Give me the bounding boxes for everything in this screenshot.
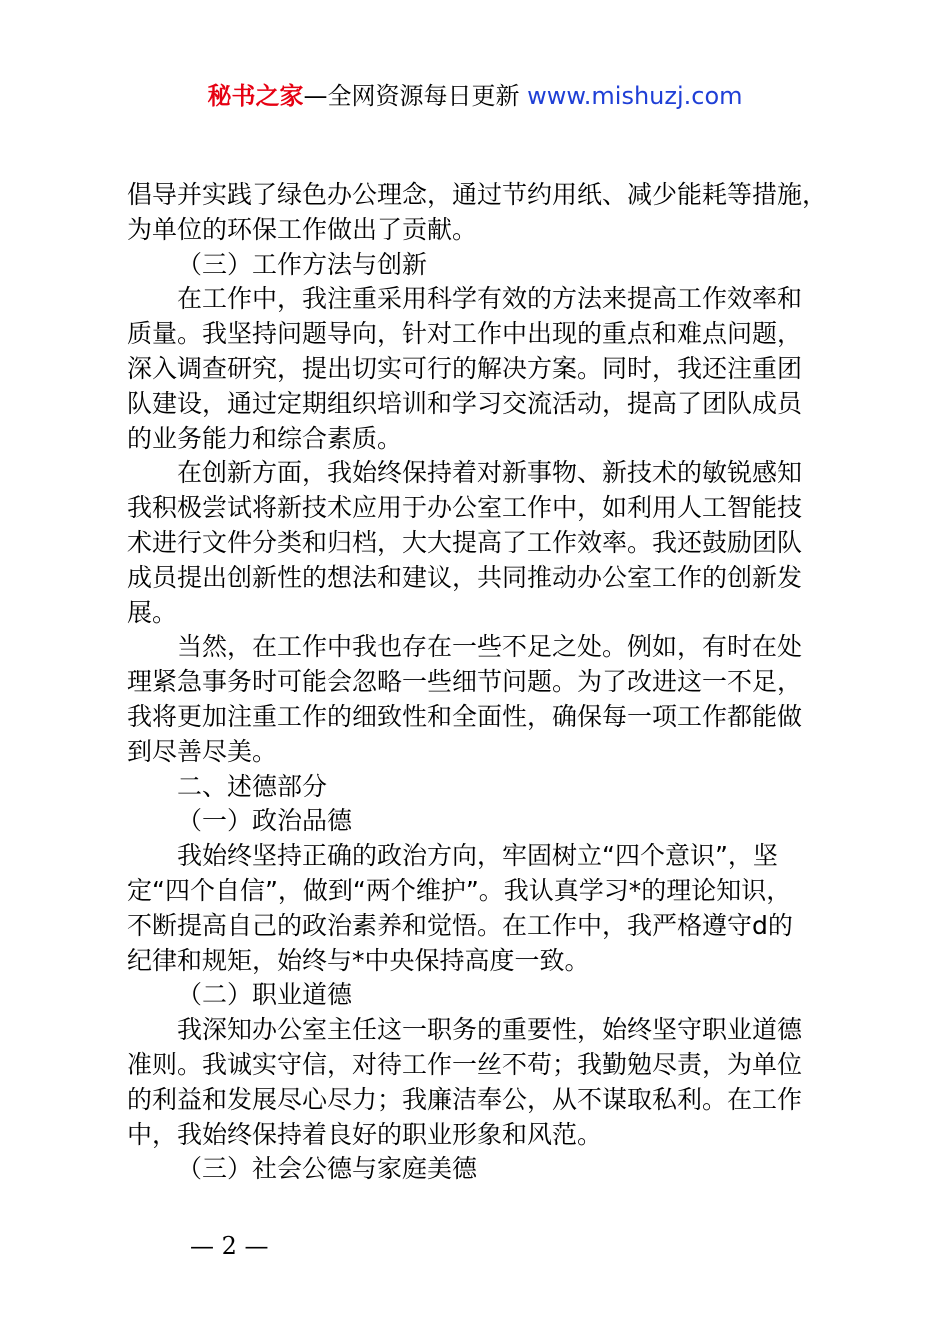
text-line: （二）职业道德 [177, 980, 353, 1010]
text-line: 当然，在工作中我也存在一些不足之处。例如，有时在处 [177, 632, 803, 662]
text-line: （三）工作方法与创新 [177, 249, 428, 279]
text-line: 深入调查研究，提出切实可行的解决方案。同时，我还注重团 [127, 353, 803, 383]
text-line: 我积极尝试将新技术应用于办公室工作中，如利用人工智能技 [127, 493, 803, 523]
text-line: 在创新方面，我始终保持着对新事物、新技术的敏锐感知 [177, 458, 803, 488]
text-line: （三）社会公德与家庭美德 [177, 1154, 478, 1184]
text-line: 纪律和规矩，始终与*中央保持高度一致。 [127, 945, 590, 975]
text-line: 我深知办公室主任这一职务的重要性，始终坚守职业道德 [177, 1015, 803, 1045]
site-tagline: —全网资源每日更新 [303, 82, 520, 110]
text-line: 定“四个自信”，做到“两个维护”。我认真学习*的理论知识， [127, 875, 792, 905]
text-line: 的利益和发展尽心尽力；我廉洁奉公，从不谋取私利。在工作 [127, 1084, 803, 1114]
text-line: 到尽善尽美。 [127, 736, 278, 766]
text-line: 的业务能力和综合素质。 [127, 423, 403, 453]
page-number: — 2 — [190, 1232, 269, 1260]
text-line: 倡导并实践了绿色办公理念，通过节约用纸、减少能耗等措施， [127, 180, 828, 209]
text-line: 质量。我坚持问题导向，针对工作中出现的重点和难点问题， [127, 319, 803, 349]
site-brand: 秘书之家 [207, 82, 304, 110]
text-line: 展。 [127, 597, 178, 627]
text-line: 术进行文件分类和归档，大大提高了工作效率。我还鼓励团队 [127, 527, 803, 557]
text-line: 为单位的环保工作做出了贡献。 [127, 214, 478, 244]
text-line: 中，我始终保持着良好的职业形象和风范。 [127, 1119, 603, 1149]
text-line: 队建设，通过定期组织培训和学习交流活动，提高了团队成员 [127, 388, 803, 418]
document-body [127, 178, 837, 1187]
text-line: 不断提高自己的政治素养和觉悟。在工作中，我严格遵守d的 [127, 910, 793, 940]
text-line: 准则。我诚实守信，对待工作一丝不苟；我勤勉尽责，为单位 [127, 1049, 803, 1079]
text-line: 我将更加注重工作的细致性和全面性，确保每一项工作都能做 [127, 701, 803, 731]
text-line: （一）政治品德 [177, 806, 353, 836]
text-line: 我始终坚持正确的政治方向，牢固树立“四个意识”，坚 [177, 841, 778, 871]
text-line: 在工作中，我注重采用科学有效的方法来提高工作效率和 [177, 284, 803, 314]
text-line: 理紧急事务时可能会忽略一些细节问题。为了改进这一不足， [127, 667, 803, 697]
text-line: 二、述德部分 [177, 771, 328, 801]
page-header [0, 80, 950, 112]
text-line: 成员提出创新性的想法和建议，共同推动办公室工作的创新发 [127, 562, 803, 592]
site-url-link[interactable]: www.mishuzj.com [527, 82, 743, 110]
